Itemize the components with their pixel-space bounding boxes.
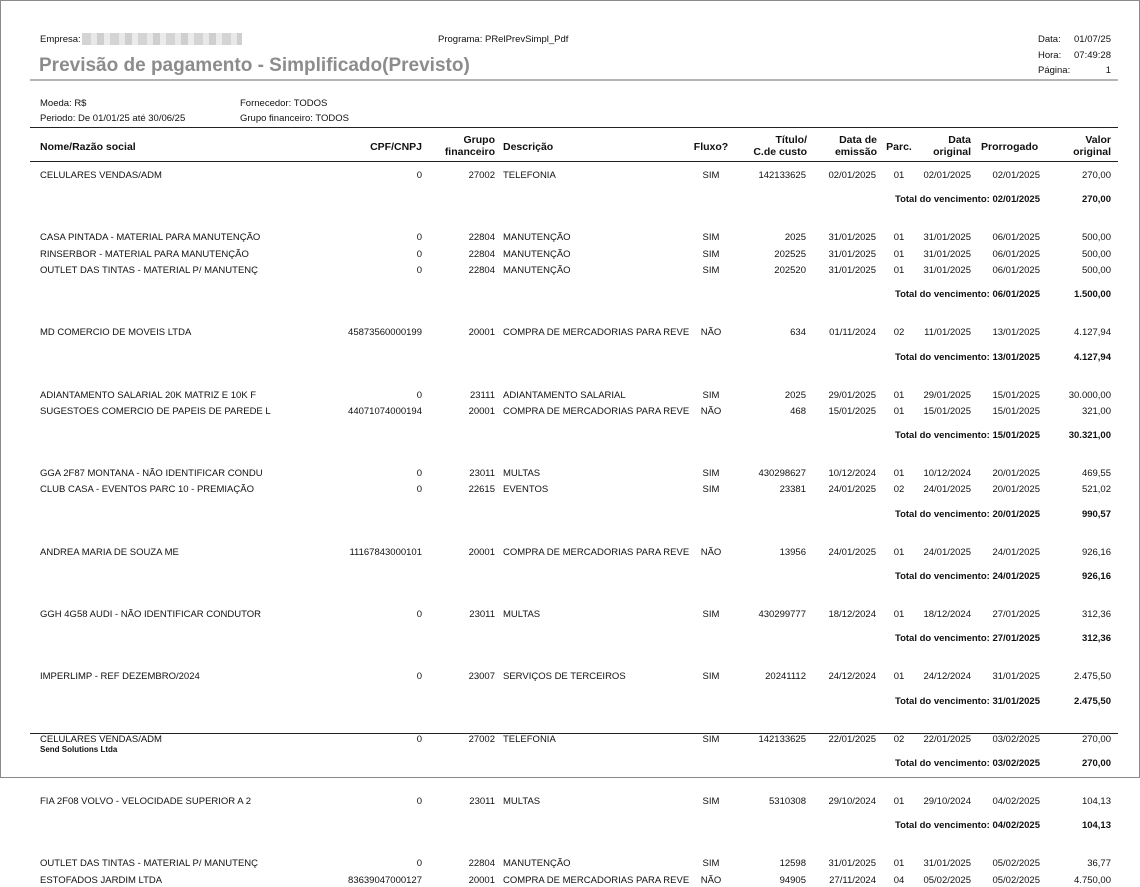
cell-nome: ANDREA MARIA DE SOUZA ME xyxy=(40,546,179,558)
cell-fluxo: SIM xyxy=(702,733,720,745)
cell-grupo: 23011 xyxy=(469,609,495,620)
cell-prorrogado: 02/01/2025 xyxy=(992,170,1040,181)
cell-original: 11/01/2025 xyxy=(924,327,971,339)
cell-fluxo: SIM xyxy=(702,468,720,480)
cell-emissao: 22/01/2025 xyxy=(828,733,876,745)
cell-original: 29/01/2025 xyxy=(923,389,971,401)
cell-grupo: 20001 xyxy=(468,874,495,886)
cell-nome: SUGESTOES COMERCIO DE PAPEIS DE PAREDE L xyxy=(40,405,271,417)
cell-prorrogado: 13/01/2025 xyxy=(992,327,1040,339)
cell-descricao: MANUTENÇÃO xyxy=(503,232,571,244)
cell-emissao: 31/01/2025 xyxy=(828,264,876,276)
cell-titulo: 23381 xyxy=(779,484,806,496)
cell-nome: CASA PINTADA - MATERIAL PARA MANUTENÇÃO xyxy=(40,232,261,244)
cell-descricao: MANUTENÇÃO xyxy=(503,248,571,260)
cell-grupo: 22615 xyxy=(468,484,495,496)
hora-label: Hora: xyxy=(1038,50,1062,61)
cell-cpf: 83639047000127 xyxy=(348,874,422,886)
cell-grupo: 23007 xyxy=(468,671,495,683)
hora-value: 07:49:28 xyxy=(1074,50,1111,61)
col-grupo-line2: financeiro xyxy=(444,146,495,158)
cell-fluxo: NÃO xyxy=(700,546,722,558)
empresa-redacted xyxy=(82,33,242,45)
cell-nome: GGH 4G58 AUDI - NÃO IDENTIFICAR CONDUTOR xyxy=(40,609,261,620)
cell-prorrogado: 05/02/2025 xyxy=(992,858,1040,870)
cell-cpf: 0 xyxy=(416,389,422,401)
cell-prorrogado: 06/01/2025 xyxy=(992,264,1040,276)
cell-prorrogado: 31/01/2025 xyxy=(992,671,1040,683)
data-label: Data: xyxy=(1038,34,1061,45)
cell-fluxo: SIM xyxy=(702,858,720,870)
cell-original: 29/10/2024 xyxy=(923,795,971,807)
cell-original: 31/01/2025 xyxy=(923,858,971,870)
cell-valor: 2.475,50 xyxy=(1074,671,1111,683)
cell-emissao: 24/01/2025 xyxy=(828,484,876,496)
cell-emissao: 15/01/2025 xyxy=(828,405,876,417)
cell-original: 24/12/2024 xyxy=(923,671,971,683)
cell-valor: 321,00 xyxy=(1081,405,1111,417)
cell-titulo: 634 xyxy=(790,327,806,339)
cell-descricao: COMPRA DE MERCADORIAS PARA REVE xyxy=(503,546,690,558)
cell-titulo: 12598 xyxy=(779,858,806,870)
cell-grupo: 20001 xyxy=(468,546,495,558)
total-label: Total do vencimento: 02/01/2025 xyxy=(894,194,1040,206)
cell-original: 31/01/2025 xyxy=(923,264,971,276)
cell-original: 02/01/2025 xyxy=(923,170,971,181)
table-top-rule xyxy=(30,127,1118,128)
cell-emissao: 31/01/2025 xyxy=(828,858,876,870)
fornecedor-filter: Fornecedor: TODOS xyxy=(240,98,328,109)
total-label: Total do vencimento: 15/01/2025 xyxy=(894,430,1040,442)
cell-prorrogado: 03/02/2025 xyxy=(992,733,1040,745)
col-emissao-line1: Data de xyxy=(839,134,877,146)
cell-emissao: 24/12/2024 xyxy=(828,671,876,683)
cell-parc: 01 xyxy=(893,389,905,401)
cell-parc: 01 xyxy=(893,232,905,244)
cell-cpf: 0 xyxy=(416,468,422,480)
cell-valor: 4.127,94 xyxy=(1074,327,1111,339)
cell-parc: 01 xyxy=(893,546,905,558)
cell-parc: 04 xyxy=(893,874,905,886)
cell-emissao: 18/12/2024 xyxy=(828,609,876,620)
cell-cpf: 45873560000199 xyxy=(348,327,422,339)
cell-grupo: 22804 xyxy=(468,264,495,276)
total-value: 990,57 xyxy=(1081,508,1111,520)
cell-cpf: 44071074000194 xyxy=(348,405,422,417)
cell-emissao: 01/11/2024 xyxy=(829,327,876,339)
cell-cpf: 0 xyxy=(416,232,422,244)
cell-descricao: COMPRA DE MERCADORIAS PARA REVE xyxy=(503,405,690,417)
cell-descricao: COMPRA DE MERCADORIAS PARA REVE xyxy=(503,327,690,339)
cell-titulo: 2025 xyxy=(784,232,806,244)
cell-emissao: 29/10/2024 xyxy=(828,795,876,807)
cell-emissao: 31/01/2025 xyxy=(828,248,876,260)
cell-grupo: 23111 xyxy=(469,389,495,401)
cell-cpf: 0 xyxy=(416,671,422,683)
col-valor-line1: Valor xyxy=(1085,134,1111,146)
cell-parc: 01 xyxy=(893,170,905,181)
cell-descricao: MULTAS xyxy=(503,795,541,807)
moeda-filter: Moeda: R$ xyxy=(40,98,87,109)
cell-nome: OUTLET DAS TINTAS - MATERIAL P/ MANUTENÇ xyxy=(40,264,258,276)
col-titulo-line1: Título/ xyxy=(775,134,807,146)
cell-parc: 01 xyxy=(893,671,905,683)
cell-cpf: 0 xyxy=(416,248,422,260)
total-label: Total do vencimento: 31/01/2025 xyxy=(894,695,1040,707)
total-value: 270,00 xyxy=(1081,194,1111,206)
cell-nome: FIA 2F08 VOLVO - VELOCIDADE SUPERIOR A 2 xyxy=(40,795,252,807)
cell-titulo: 142133625 xyxy=(758,170,806,181)
pagina-label: Página: xyxy=(1038,65,1071,76)
cell-emissao: 29/01/2025 xyxy=(828,389,876,401)
cell-cpf: 0 xyxy=(416,795,422,807)
periodo-filter: Periodo: De 01/01/25 até 30/06/25 xyxy=(40,113,186,124)
cell-parc: 01 xyxy=(893,248,905,260)
cell-fluxo: SIM xyxy=(702,609,720,620)
total-label: Total do vencimento: 03/02/2025 xyxy=(894,757,1040,769)
col-original-line1: Data xyxy=(948,134,971,146)
col-descricao: Descrição xyxy=(503,141,554,153)
cell-fluxo: SIM xyxy=(702,170,720,181)
cell-prorrogado: 24/01/2025 xyxy=(992,546,1040,558)
cell-cpf: 0 xyxy=(416,264,422,276)
cell-original: 18/12/2024 xyxy=(923,609,971,620)
cell-prorrogado: 04/02/2025 xyxy=(992,795,1040,807)
total-label: Total do vencimento: 06/01/2025 xyxy=(894,289,1040,301)
cell-descricao: COMPRA DE MERCADORIAS PARA REVE xyxy=(503,874,690,886)
cell-descricao: TELEFONIA xyxy=(503,733,556,745)
col-fluxo: Fluxo? xyxy=(693,141,729,153)
table-bottom-rule xyxy=(30,733,1118,734)
cell-fluxo: NÃO xyxy=(700,874,722,886)
cell-emissao: 02/01/2025 xyxy=(828,170,876,181)
total-label: Total do vencimento: 13/01/2025 xyxy=(894,351,1040,363)
col-valor-line2: original xyxy=(1073,146,1111,158)
cell-prorrogado: 06/01/2025 xyxy=(992,248,1040,260)
col-emissao-line2: emissão xyxy=(834,146,877,158)
cell-titulo: 13956 xyxy=(779,546,806,558)
cell-grupo: 23011 xyxy=(469,468,495,480)
cell-titulo: 2025 xyxy=(784,389,806,401)
col-parc: Parc. xyxy=(886,141,912,153)
cell-nome: IMPERLIMP - REF DEZEMBRO/2024 xyxy=(40,671,200,683)
cell-nome: ADIANTAMENTO SALARIAL 20K MATRIZ E 10K F xyxy=(40,389,257,401)
col-grupo-line1: Grupo xyxy=(463,134,495,146)
cell-prorrogado: 15/01/2025 xyxy=(992,389,1040,401)
cell-grupo: 20001 xyxy=(468,327,495,339)
cell-valor: 4.750,00 xyxy=(1074,874,1111,886)
cell-valor: 312,36 xyxy=(1081,609,1111,620)
cell-valor: 500,00 xyxy=(1081,264,1111,276)
col-cpf: CPF/CNPJ xyxy=(370,141,422,153)
total-value: 30.321,00 xyxy=(1068,430,1111,442)
cell-emissao: 27/11/2024 xyxy=(829,874,876,886)
cell-cpf: 0 xyxy=(416,858,422,870)
cell-descricao: MANUTENÇÃO xyxy=(503,264,571,276)
cell-emissao: 10/12/2024 xyxy=(828,468,876,480)
cell-original: 10/12/2024 xyxy=(923,468,971,480)
col-titulo-line2: C.de custo xyxy=(753,146,807,158)
pagina-value: 1 xyxy=(1105,65,1111,76)
cell-parc: 01 xyxy=(893,264,905,276)
cell-nome: GGA 2F87 MONTANA - NÃO IDENTIFICAR CONDU xyxy=(40,468,263,480)
cell-prorrogado: 06/01/2025 xyxy=(992,232,1040,244)
total-value: 104,13 xyxy=(1081,820,1111,832)
total-value: 2.475,50 xyxy=(1074,695,1111,707)
cell-valor: 521,02 xyxy=(1081,484,1111,496)
cell-fluxo: SIM xyxy=(702,248,720,260)
empresa-label: Empresa: xyxy=(40,34,81,45)
cell-fluxo: SIM xyxy=(702,232,720,244)
cell-grupo: 20001 xyxy=(468,405,495,417)
page-title: Previsão de pagamento - Simplificado(Previsto) xyxy=(39,55,470,76)
cell-cpf: 0 xyxy=(416,484,422,496)
programa-label: Programa: PRelPrevSimpl_Pdf xyxy=(438,34,569,45)
cell-titulo: 430298627 xyxy=(758,468,806,480)
cell-original: 31/01/2025 xyxy=(923,232,971,244)
cell-titulo: 20241112 xyxy=(765,671,806,683)
cell-valor: 36,77 xyxy=(1087,858,1111,870)
cell-titulo: 202520 xyxy=(774,264,806,276)
cell-parc: 01 xyxy=(893,609,905,620)
cell-grupo: 22804 xyxy=(468,858,495,870)
cell-descricao: ADIANTAMENTO SALARIAL xyxy=(503,389,626,401)
cell-descricao: MULTAS xyxy=(503,468,541,480)
cell-nome: RINSERBOR - MATERIAL PARA MANUTENÇÃO xyxy=(40,248,249,260)
cell-emissao: 24/01/2025 xyxy=(828,546,876,558)
cell-original: 24/01/2025 xyxy=(923,546,971,558)
cell-grupo: 22804 xyxy=(468,248,495,260)
cell-parc: 01 xyxy=(893,858,905,870)
cell-original: 24/01/2025 xyxy=(923,484,971,496)
grupo-filter: Grupo financeiro: TODOS xyxy=(240,113,349,124)
cell-cpf: 0 xyxy=(416,609,422,620)
cell-fluxo: SIM xyxy=(702,671,720,683)
cell-titulo: 94905 xyxy=(779,874,806,886)
cell-grupo: 27002 xyxy=(468,170,495,181)
cell-prorrogado: 27/01/2025 xyxy=(992,609,1040,620)
data-value: 01/07/25 xyxy=(1074,34,1111,45)
cell-valor: 270,00 xyxy=(1081,170,1111,181)
cell-prorrogado: 20/01/2025 xyxy=(992,484,1040,496)
total-label: Total do vencimento: 20/01/2025 xyxy=(894,508,1040,520)
cell-parc: 02 xyxy=(893,733,905,745)
cell-grupo: 23011 xyxy=(469,795,495,807)
cell-emissao: 31/01/2025 xyxy=(828,232,876,244)
cell-nome: OUTLET DAS TINTAS - MATERIAL P/ MANUTENÇ xyxy=(40,858,258,870)
cell-parc: 02 xyxy=(893,327,905,339)
total-value: 926,16 xyxy=(1081,571,1111,582)
cell-parc: 01 xyxy=(893,795,905,807)
cell-grupo: 22804 xyxy=(468,232,495,244)
cell-nome: CLUB CASA - EVENTOS PARC 10 - PREMIAÇÃO xyxy=(40,484,254,496)
cell-valor: 270,00 xyxy=(1081,733,1111,745)
cell-original: 05/02/2025 xyxy=(923,874,971,886)
cell-descricao: SERVIÇOS DE TERCEIROS xyxy=(503,671,626,683)
cell-parc: 01 xyxy=(893,405,905,417)
cell-descricao: MANUTENÇÃO xyxy=(503,858,571,870)
total-value: 270,00 xyxy=(1081,757,1111,769)
cell-parc: 02 xyxy=(893,484,905,496)
cell-prorrogado: 15/01/2025 xyxy=(992,405,1040,417)
cell-titulo: 142133625 xyxy=(758,733,806,745)
total-label: Total do vencimento: 27/01/2025 xyxy=(894,633,1040,645)
cell-fluxo: SIM xyxy=(702,264,720,276)
cell-titulo: 468 xyxy=(790,405,806,417)
cell-original: 15/01/2025 xyxy=(923,405,971,417)
cell-valor: 104,13 xyxy=(1081,795,1111,807)
cell-fluxo: NÃO xyxy=(700,405,722,417)
cell-titulo: 202525 xyxy=(774,248,806,260)
total-value: 1.500,00 xyxy=(1074,289,1111,301)
cell-valor: 500,00 xyxy=(1081,232,1111,244)
cell-fluxo: SIM xyxy=(702,484,720,496)
title-divider xyxy=(30,79,1118,81)
cell-cpf: 0 xyxy=(416,170,422,181)
col-nome: Nome/Razão social xyxy=(40,141,136,153)
cell-descricao: EVENTOS xyxy=(503,484,549,496)
cell-valor: 469,55 xyxy=(1081,468,1111,480)
cell-nome: CELULARES VENDAS/ADM xyxy=(40,170,162,181)
cell-titulo: 5310308 xyxy=(769,795,806,807)
cell-cpf: 0 xyxy=(416,733,422,745)
cell-valor: 926,16 xyxy=(1081,546,1111,558)
cell-descricao: TELEFONIA xyxy=(503,170,556,181)
cell-fluxo: NÃO xyxy=(700,327,722,339)
cell-prorrogado: 20/01/2025 xyxy=(992,468,1040,480)
cell-fluxo: SIM xyxy=(702,389,720,401)
cell-valor: 500,00 xyxy=(1081,248,1111,260)
col-prorrogado: Prorrogado xyxy=(981,141,1039,153)
cell-parc: 01 xyxy=(893,468,905,480)
total-label: Total do vencimento: 04/02/2025 xyxy=(894,820,1040,832)
total-label: Total do vencimento: 24/01/2025 xyxy=(894,571,1040,582)
cell-titulo: 430299777 xyxy=(758,609,806,620)
cell-nome: CELULARES VENDAS/ADM xyxy=(40,733,162,745)
cell-original: 22/01/2025 xyxy=(923,733,971,745)
cell-original: 31/01/2025 xyxy=(923,248,971,260)
cell-nome: MD COMERCIO DE MOVEIS LTDA xyxy=(40,327,192,339)
cell-grupo: 27002 xyxy=(468,733,495,745)
cell-nome: ESTOFADOS JARDIM LTDA xyxy=(40,874,163,886)
cell-valor: 30.000,00 xyxy=(1068,389,1111,401)
total-value: 312,36 xyxy=(1081,633,1111,645)
total-value: 4.127,94 xyxy=(1074,351,1111,363)
col-original-line2: original xyxy=(933,146,971,158)
footer-company: Send Solutions Ltda xyxy=(40,745,118,754)
cell-descricao: MULTAS xyxy=(503,609,541,620)
cell-fluxo: SIM xyxy=(702,795,720,807)
cell-prorrogado: 05/02/2025 xyxy=(992,874,1040,886)
cell-cpf: 11167843000101 xyxy=(349,546,422,558)
header-bottom-rule xyxy=(30,161,1118,162)
